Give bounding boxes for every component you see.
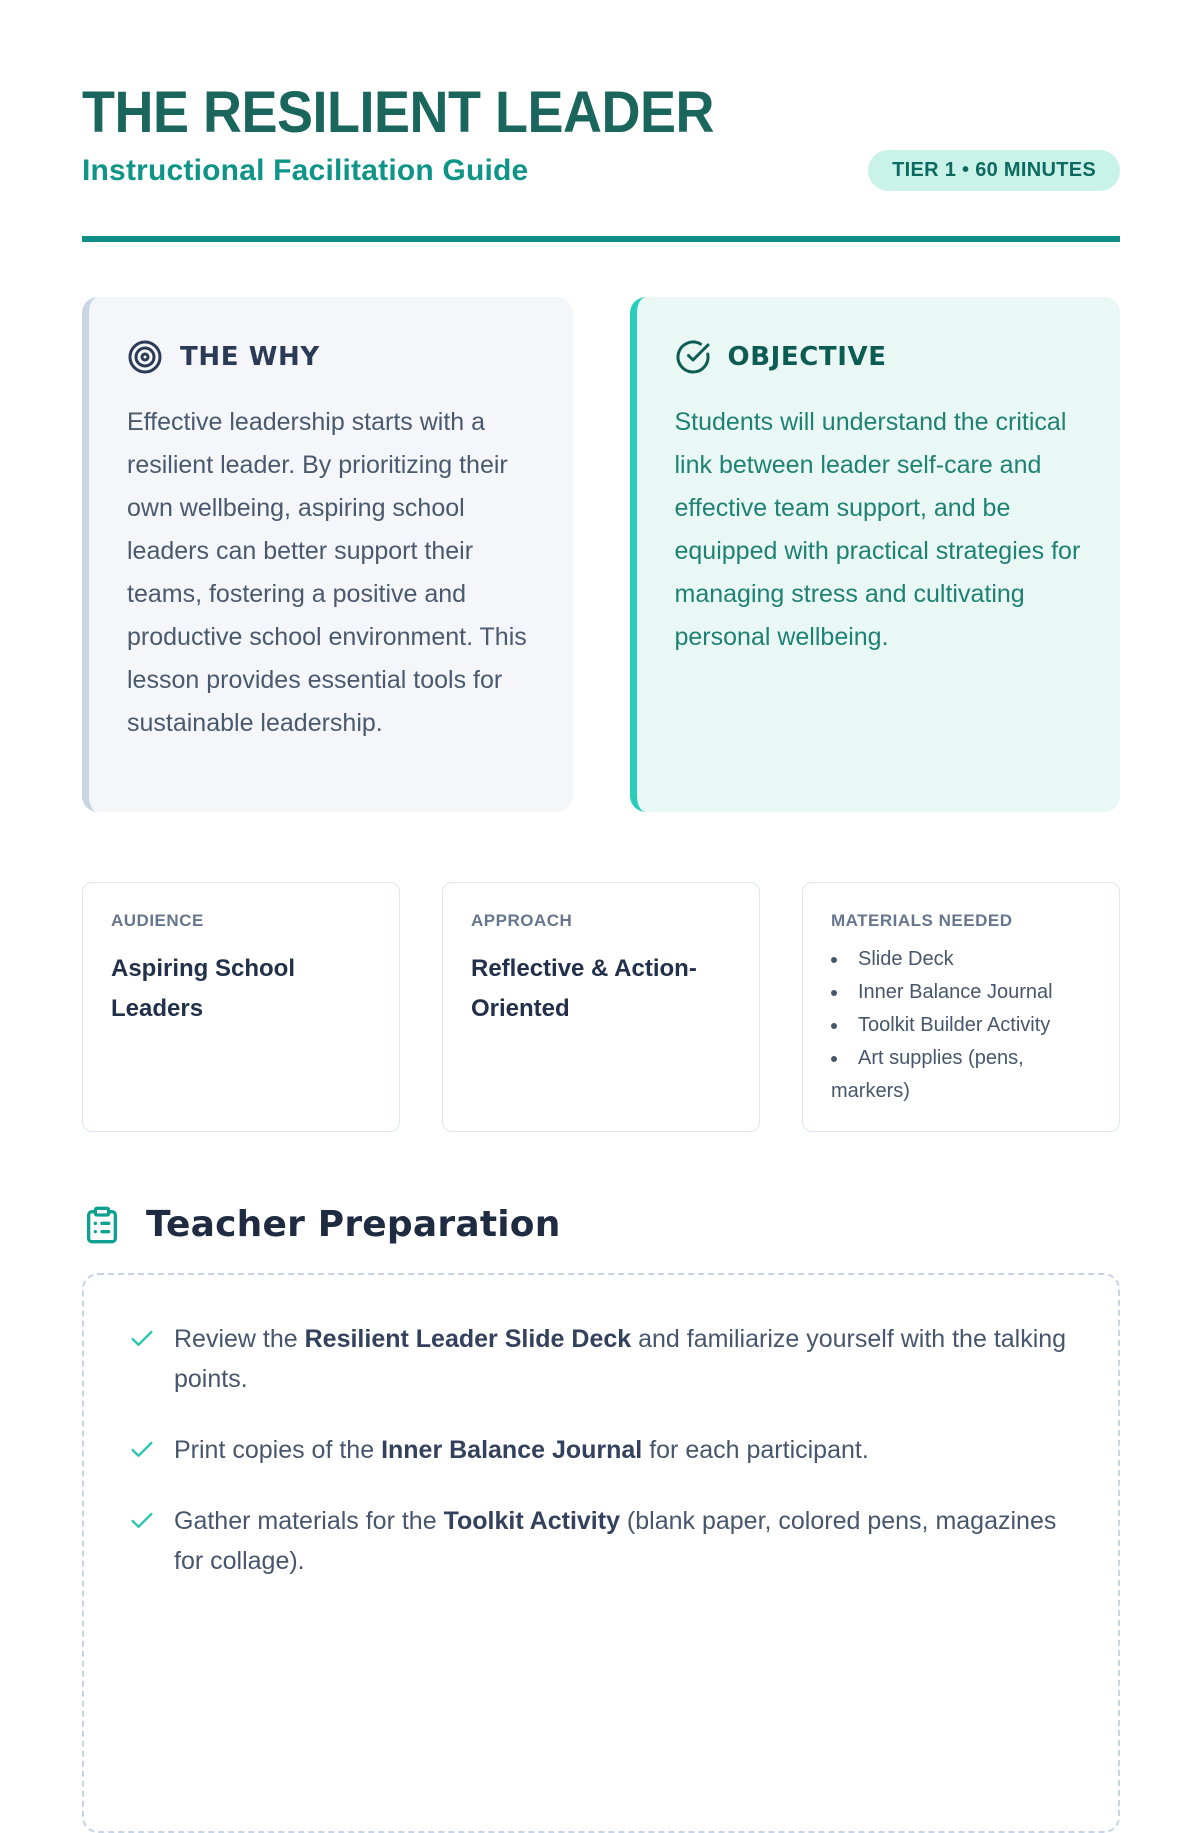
clipboard-list-icon: [82, 1205, 122, 1245]
materials-list: [831, 943, 1095, 1108]
objective-card-title: OBJECTIVE: [727, 342, 887, 372]
approach-label: APPROACH: [471, 911, 573, 930]
check-circle-icon: [675, 339, 711, 375]
tier-duration-badge: TIER 1 • 60 MINUTES: [868, 150, 1120, 191]
why-card: [82, 297, 573, 812]
list-item: • Art supplies (pens, markers): [831, 1042, 1095, 1108]
checklist-item: [128, 1319, 1078, 1399]
check-icon: [128, 1436, 156, 1464]
info-cards-row: [82, 882, 1120, 1132]
document-page: [82, 0, 1120, 1833]
objective-card-header: [675, 339, 1085, 375]
teacher-preparation-title: Teacher Preparation: [146, 1204, 561, 1245]
list-item: • Toolkit Builder Activity: [831, 1009, 1095, 1042]
preparation-checklist: [82, 1273, 1120, 1833]
header-divider: [82, 236, 1120, 242]
page-subtitle: Instructional Facilitation Guide: [82, 154, 529, 187]
list-item: • Slide Deck: [831, 943, 1095, 976]
materials-label: MATERIALS NEEDED: [831, 911, 1013, 930]
audience-card: [82, 882, 400, 1132]
audience-value: Aspiring School Leaders: [111, 955, 296, 1022]
objective-card-body: Students will understand the critical link between leader self-care and effective team support, and be equipped with practical strategies for managing stress and cultivating personal wellbeing.: [674, 408, 1081, 651]
checklist-item-text: Print copies of the Inner Balance Journal for each participant.: [174, 1436, 869, 1464]
teacher-preparation-header: [82, 1204, 1120, 1245]
why-card-body: Effective leadership starts with a resilient leader. By prioritizing their own wellbeing, aspiring school leaders can better support their teams, fostering a positive and productive school environment. This lesson provides essential tools for sustainable leadership.: [127, 408, 527, 737]
page-title: THE RESILIENT LEADER: [82, 80, 715, 145]
why-card-title: THE WHY: [180, 342, 320, 372]
materials-card: [802, 882, 1120, 1132]
approach-value: Reflective & Action-Oriented: [471, 955, 697, 1022]
checklist-item-text: Review the Resilient Leader Slide Deck and familiarize yourself with the talking points.: [174, 1325, 1067, 1393]
audience-label: AUDIENCE: [111, 911, 204, 930]
approach-card: [442, 882, 760, 1132]
checklist-item: [128, 1501, 1078, 1581]
overview-cards: [82, 297, 1120, 812]
list-item: • Inner Balance Journal: [831, 976, 1095, 1009]
check-icon: [128, 1325, 156, 1353]
checklist-item-text: Gather materials for the Toolkit Activity (blank paper, colored pens, magazines for collage).: [174, 1507, 1057, 1575]
objective-card: [630, 297, 1121, 812]
target-icon: [127, 339, 163, 375]
check-icon: [128, 1507, 156, 1535]
why-card-header: [127, 339, 537, 375]
header: [82, 80, 1120, 188]
checklist-item: [128, 1430, 1078, 1470]
